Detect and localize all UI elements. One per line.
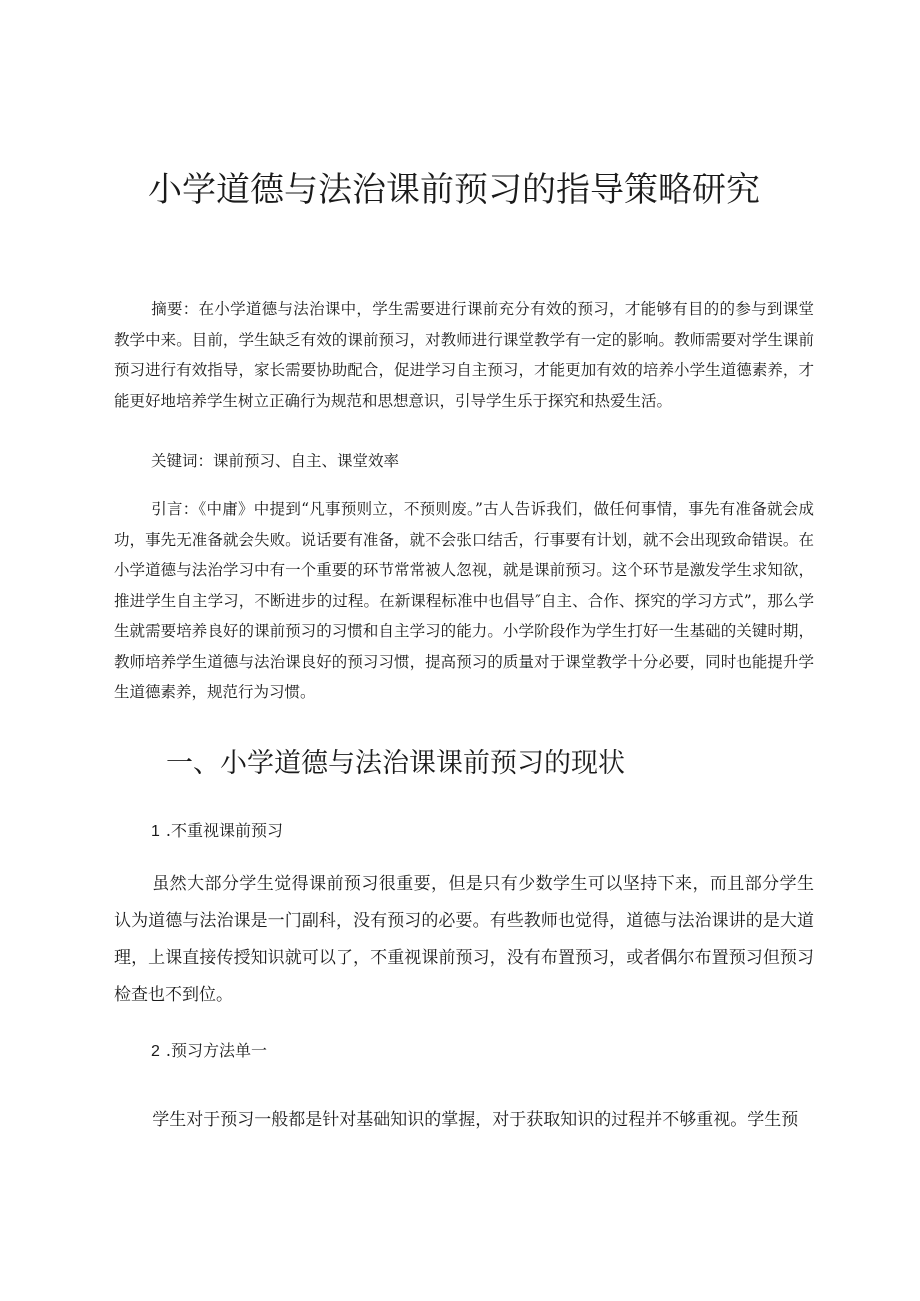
subsection-1-2-heading: [151, 1036, 267, 1067]
introduction-paragraph: 引言：《中庸》中提到“凡事预则立，不预则废。”古人告诉我们，做任何事情，事先有准备就会成功，事先无准备就会失败。说话要有准备，就不会张口结舌，行事要有计划，就不会出现致命错误。在小学道德与法治学习中有一个重要的环节常常被人忽视，就是课前预习。这个环节是激发学生求知欲，推进学生自主学习，不断进步的过程。在新课程标准中也倡导″自主、合作、探究的学习方式”，那么学生就需要培养良好的课前预习的习惯和自主学习的能力。小学阶段作为学生打好一生基础的关键时期，教师培养学生道德与法治课良好的预习习惯，提高预习的质量对于课堂教学十分必要，同时也能提升学生道德素养，规范行为习惯。: [114, 500, 814, 701]
abstract-paragraph: 摘要：在小学道德与法治课中，学生需要进行课前充分有效的预习，才能够有目的的参与到课堂教学中来。目前，学生缺乏有效的课前预习，对教师进行课堂教学有一定的影响。教师需要对学生课前预习进行有效指导，家长需要协助配合，促进学习自主预习，才能更加有效的培养小学生道德素养，才能更好地培养学生树立正确行为规范和思想意识，引导学生乐于探究和热爱生活。: [114, 300, 814, 410]
subsection-1-1-body: 虽然大部分学生觉得课前预习很重要，但是只有少数学生可以坚持下来，而且部分学生认为道德与法治课是一门副科，没有预习的必要。有些教师也觉得，道德与法治课讲的是大道理，上课直接传授知识就可以了，不重视课前预习，没有布置预习，或者偶尔布置预习但预习检查也不到位。: [114, 874, 814, 1005]
subsection-1-2-number: 2: [151, 1043, 160, 1060]
subsection-1-2-body: 学生对于预习一般都是针对基础知识的掌握，对于获取知识的过程并不够重视。学生预: [152, 1110, 799, 1130]
subsection-1-2-title: .预习方法单一: [165, 1041, 267, 1060]
section-1-heading: 一、小学道德与法治课课前预习的现状: [166, 748, 625, 779]
subsection-1-1-number: 1: [151, 823, 160, 840]
document-title: 小学道德与法治课前预习的指导策略研究: [148, 170, 760, 210]
subsection-1-1-heading: [151, 816, 283, 847]
keywords-line: 关键词：课前预习、自主、课堂效率: [151, 452, 400, 470]
subsection-1-1-title: .不重视课前预习: [165, 821, 283, 840]
